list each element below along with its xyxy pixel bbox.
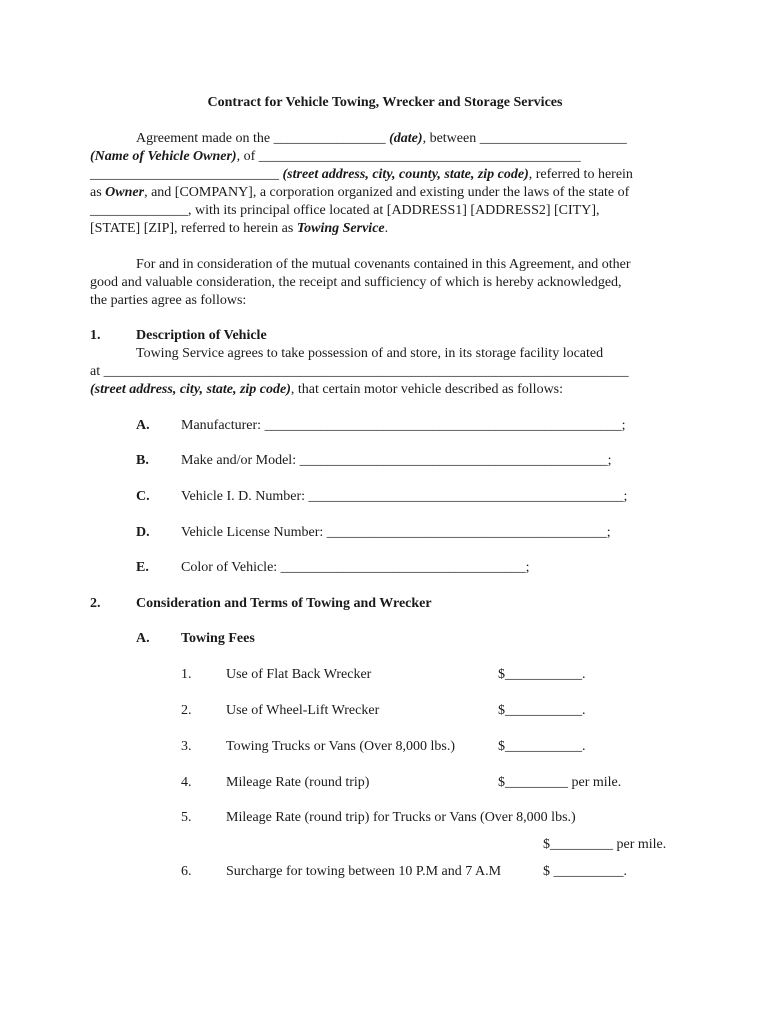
fee-amount-field[interactable]: $___________. <box>498 703 586 718</box>
color-field[interactable]: Color of Vehicle: ___________________________________; <box>181 560 530 575</box>
fee-label: Mileage Rate (round trip) <box>226 775 370 790</box>
vehicle-item-letter: E. <box>136 560 149 575</box>
section-1-line-3 <box>90 381 563 399</box>
manufacturer-field[interactable]: Manufacturer: ___________________________________________________; <box>181 418 626 433</box>
intro-text: , and [COMPANY], a corporation organized and existing under the laws of the state of <box>144 185 630 200</box>
towing-service-term: Towing Service <box>296 221 385 236</box>
consideration-line-2: good and valuable consideration, the receipt and sufficiency of which is hereby acknowledged, <box>90 275 622 290</box>
intro-text: ___________________________ <box>90 167 283 182</box>
section-text: , that certain motor vehicle described as follows: <box>290 382 564 397</box>
section-2-heading: Consideration and Terms of Towing and Wrecker <box>136 596 432 611</box>
vehicle-item-letter: C. <box>136 489 150 504</box>
vin-field[interactable]: Vehicle I. D. Number: _____________________________________________; <box>181 489 628 504</box>
intro-text: as <box>90 185 106 200</box>
section-2-number: 2. <box>90 596 101 611</box>
fee-label: Mileage Rate (round trip) for Trucks or Vans (Over 8,000 lbs.) <box>226 810 576 825</box>
fee-amount-field[interactable]: $___________. <box>498 667 586 682</box>
intro-line-3 <box>90 166 633 184</box>
fee-number: 2. <box>181 703 192 718</box>
fee-label: Towing Trucks or Vans (Over 8,000 lbs.) <box>226 739 455 754</box>
fee-number: 6. <box>181 864 192 879</box>
intro-line-1 <box>136 130 627 148</box>
fee-label: Use of Flat Back Wrecker <box>226 667 372 682</box>
contract-title: Contract for Vehicle Towing, Wrecker and Storage Services <box>207 95 563 110</box>
consideration-line-1: For and in consideration of the mutual covenants contained in this Agreement, and other <box>136 257 631 272</box>
section-1-line-1: Towing Service agrees to take possession of and store, in its storage facility located <box>136 346 604 361</box>
owner-name-label: (Name of Vehicle Owner) <box>90 149 237 164</box>
intro-line-5: ______________, with its principal office located at [ADDRESS1] [ADDRESS2] [CITY], <box>90 203 600 218</box>
fee-number: 1. <box>181 667 192 682</box>
intro-text: [STATE] [ZIP], referred to herein as <box>90 221 297 236</box>
towing-fees-heading: Towing Fees <box>181 631 255 646</box>
consideration-line-3: the parties agree as follows: <box>90 293 247 308</box>
intro-line-2 <box>90 148 581 166</box>
fee-amount-field[interactable]: $ __________. <box>543 864 627 879</box>
intro-text: . <box>384 221 389 236</box>
intro-line-6 <box>90 220 388 238</box>
section-1-number: 1. <box>90 328 101 343</box>
license-number-field[interactable]: Vehicle License Number: ________________________________________; <box>181 525 611 540</box>
fee-amount-field[interactable]: $_________ per mile. <box>498 775 622 790</box>
subsection-letter: A. <box>136 631 150 646</box>
fee-number: 3. <box>181 739 192 754</box>
date-label: (date) <box>389 131 423 146</box>
fee-label: Surcharge for towing between 10 P.M and 7 A.M <box>226 864 502 879</box>
fee-amount-field[interactable]: $_________ per mile. <box>543 837 667 852</box>
intro-text: , of ______________________________________________ <box>236 149 581 164</box>
owner-address-label: (street address, city, county, state, zip code) <box>282 167 529 182</box>
vehicle-item-letter: D. <box>136 525 150 540</box>
intro-text: Agreement made on the ________________ <box>136 131 390 146</box>
fee-number: 4. <box>181 775 192 790</box>
intro-text: , between _____________________ <box>422 131 627 146</box>
intro-text: , referred to herein <box>528 167 633 182</box>
fee-label: Use of Wheel-Lift Wrecker <box>226 703 380 718</box>
intro-line-4 <box>90 184 629 202</box>
facility-address-label: (street address, city, state, zip code) <box>90 382 291 397</box>
owner-term: Owner <box>105 185 145 200</box>
fee-number: 5. <box>181 810 192 825</box>
fee-amount-field[interactable]: $___________. <box>498 739 586 754</box>
section-1-line-2: at ___________________________________________________________________________ <box>90 364 629 379</box>
vehicle-item-letter: A. <box>136 418 150 433</box>
vehicle-item-letter: B. <box>136 453 149 468</box>
make-model-field[interactable]: Make and/or Model: ____________________________________________; <box>181 453 612 468</box>
section-1-heading: Description of Vehicle <box>136 328 267 343</box>
